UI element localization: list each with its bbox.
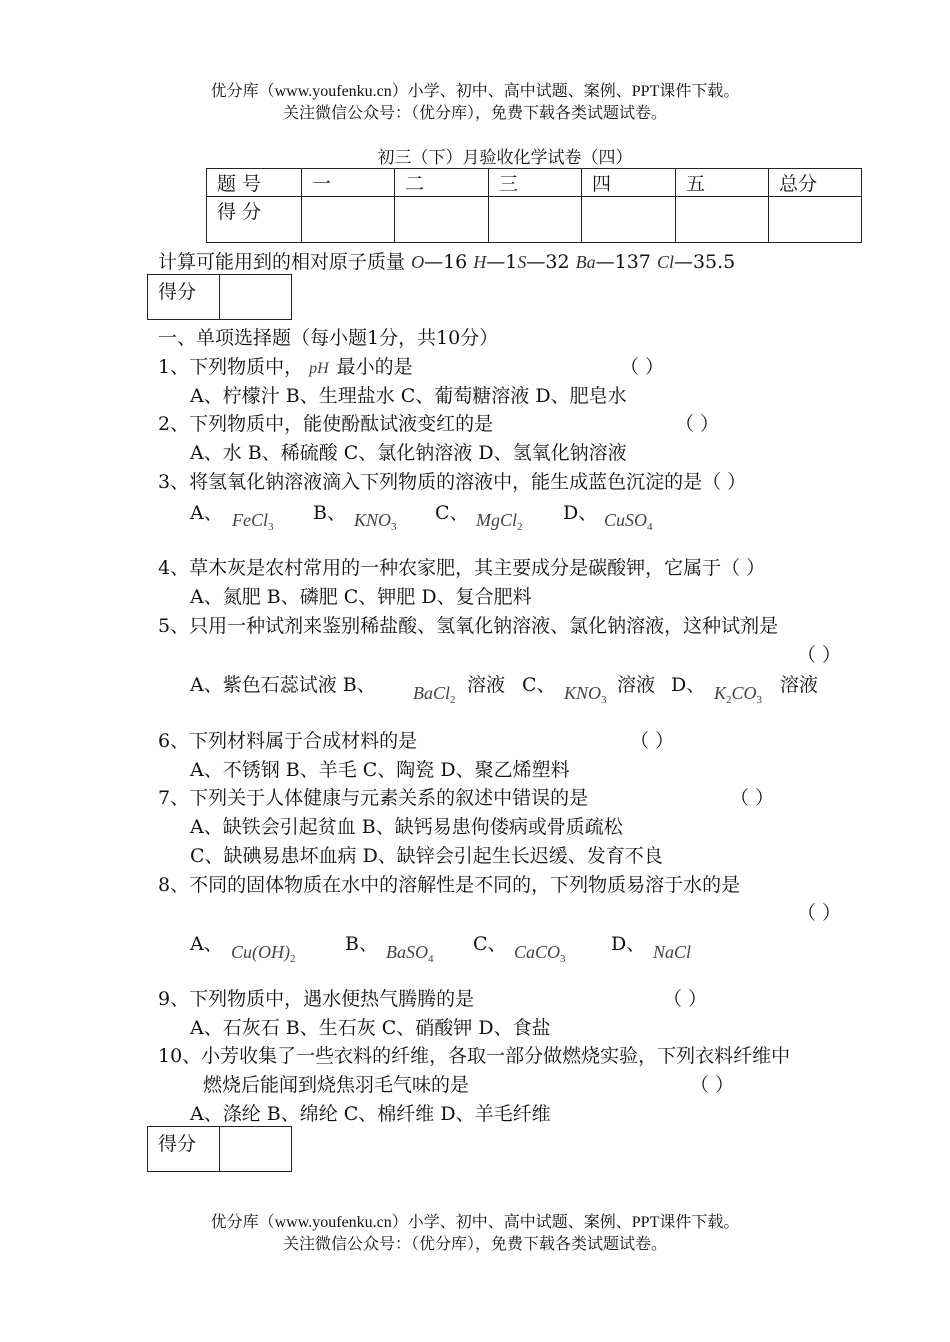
question-6-options: A、不锈钢 B、羊毛 C、陶瓷 D、聚乙烯塑料 [190, 759, 570, 781]
question-6: 6、下列材料属于合成材料的是 [158, 730, 418, 752]
score-cell[interactable] [395, 197, 489, 243]
formula-baso4: BaSO$_4$ [386, 942, 434, 965]
defen-label: 得分 [148, 1127, 220, 1172]
atomic-mass-prefix: 计算可能用到的相对原子质量 [158, 251, 406, 273]
formula-caco3: CaCO$_3$ [514, 942, 566, 965]
question-9-options: A、石灰石 B、生石灰 C、硝酸钾 D、食盐 [190, 1017, 551, 1039]
answer-paren[interactable]: （ ） [690, 1074, 735, 1096]
question-7-options-2: C、缺碘易患坏血病 D、缺锌会引起生长迟缓、发育不良 [190, 845, 663, 867]
question-10-line-2: 燃烧后能闻到烧焦羽毛气味的是 [203, 1074, 470, 1096]
watermark-line-2: 关注微信公众号：（优分库），免费下载各类试题试卷。 [282, 105, 667, 122]
option-label: C、 [435, 502, 469, 524]
option-label: A、 [190, 502, 223, 524]
answer-paren[interactable]: （ ） [797, 902, 842, 924]
question-10: 10、小芳收集了一些衣料的纤维，各取一部分做燃烧实验，下列衣料纤维中 [158, 1045, 791, 1067]
formula-nacl: NaCl [653, 942, 692, 962]
score-table-header-cell: 二 [395, 169, 489, 197]
option-label: B、 [345, 933, 378, 955]
question-3: 3、将氢氧化钠溶液滴入下列物质的溶液中，能生成蓝色沉淀的是（ ） [158, 471, 747, 493]
score-table-header-cell: 四 [582, 169, 676, 197]
formula-bacl2: BaCl$_2$ [413, 683, 456, 706]
formula-fecl3: FeCl$_3$ [232, 510, 274, 533]
question-2-options: A、水 B、稀硫酸 C、氯化钠溶液 D、氢氧化钠溶液 [190, 442, 627, 464]
defen-label: 得分 [148, 275, 220, 320]
answer-paren[interactable]: （ ） [620, 356, 665, 378]
element-symbol: S [517, 252, 527, 272]
formula-ph: pH [309, 360, 329, 377]
option-label: B、 [313, 502, 346, 524]
question-stem: 1、下列物质中， [158, 356, 304, 378]
answer-paren[interactable]: （ ） [797, 644, 842, 666]
question-7: 7、下列关于人体健康与元素关系的叙述中错误的是 [158, 787, 589, 809]
question-2: 2、下列物质中，能使酚酞试液变红的是 [158, 413, 494, 435]
question-1 [158, 352, 413, 379]
question-8: 8、不同的固体物质在水中的溶解性是不同的，下列物质易溶于水的是 [158, 874, 741, 896]
formula-mgcl2: MgCl$_2$ [476, 510, 523, 533]
score-table-header-cell: 五 [676, 169, 769, 197]
question-5: 5、只用一种试剂来鉴别稀盐酸、氢氧化钠溶液、氯化钠溶液，这种试剂是 [158, 615, 779, 637]
formula-kno3: $KNO_3$ [354, 510, 397, 533]
element-mass: —1 [486, 251, 518, 273]
score-cell[interactable] [302, 197, 395, 243]
section-1-title: 一、单项选择题（每小题1分，共10分） [158, 327, 499, 349]
solution-word: 溶液 [467, 674, 506, 696]
score-table [206, 168, 862, 243]
score-table-header-cell: 三 [489, 169, 582, 197]
option-label: D、 [563, 502, 598, 524]
defen-score-cell[interactable] [220, 1127, 292, 1172]
option-label: D、 [611, 933, 646, 955]
element-mass: —137 [595, 251, 651, 273]
formula-cuoh2: $Cu(OH)_2$ [231, 942, 296, 965]
score-cell[interactable] [489, 197, 582, 243]
answer-paren[interactable]: （ ） [663, 988, 708, 1010]
formula-kno3: $KNO_3$ [564, 683, 607, 706]
score-cell[interactable] [769, 197, 862, 243]
score-table-header-cell: 总分 [769, 169, 862, 197]
formula-cuso4: CuSO$_4$ [604, 510, 653, 533]
question-1-options: A、柠檬汁 B、生理盐水 C、葡萄糖溶液 D、肥皂水 [190, 385, 627, 407]
score-cell[interactable] [676, 197, 769, 243]
solution-word: 溶液 [617, 674, 656, 696]
answer-paren[interactable]: （ ） [675, 413, 720, 435]
watermark-line-1: 优分库（www.youfenku.cn）小学、初中、高中试题、案例、PPT课件下载。 [210, 83, 740, 100]
defen-box [147, 274, 292, 320]
score-cell[interactable] [582, 197, 676, 243]
atomic-mass-line [158, 247, 735, 274]
defen-score-cell[interactable] [220, 275, 292, 320]
score-table-header-cell: 题 号 [207, 169, 302, 197]
question-4-options: A、氮肥 B、磷肥 C、钾肥 D、复合肥料 [190, 586, 532, 608]
element-mass: —32 [526, 251, 570, 273]
solution-word: 溶液 [780, 674, 819, 696]
answer-paren[interactable]: （ ） [730, 787, 775, 809]
element-symbol: H [473, 252, 487, 272]
element-symbol: Cl [656, 252, 674, 272]
exam-title: 初三（下）月验收化学试卷（四） [377, 148, 633, 168]
question-stem: 最小的是 [336, 356, 413, 378]
option-label: D、 [671, 674, 706, 696]
element-symbol: Ba [575, 252, 596, 272]
question-4: 4、草木灰是农村常用的一种农家肥，其主要成分是碳酸钾，它属于（ ） [158, 557, 766, 579]
option-label: C、 [473, 933, 507, 955]
question-10-options: A、涤纶 B、绵纶 C、棉纤维 D、羊毛纤维 [190, 1103, 551, 1125]
element-mass: —35.5 [673, 251, 736, 273]
score-table-row-label: 得 分 [207, 197, 302, 243]
option-label: C、 [522, 674, 556, 696]
option-label: A、 [190, 933, 223, 955]
element-symbol: O [411, 252, 425, 272]
option-label: A、紫色石蕊试液 B、 [190, 674, 376, 696]
watermark-line-1: 优分库（www.youfenku.cn）小学、初中、高中试题、案例、PPT课件下载。 [210, 1214, 740, 1231]
score-table-header-cell: 一 [302, 169, 395, 197]
watermark-line-2: 关注微信公众号：（优分库），免费下载各类试题试卷。 [282, 1236, 667, 1253]
formula-k2co3: $K_2CO_3$ [714, 683, 763, 706]
answer-paren[interactable]: （ ） [630, 730, 675, 752]
question-7-options-1: A、缺铁会引起贫血 B、缺钙易患佝偻病或骨质疏松 [190, 816, 623, 838]
defen-box [147, 1126, 292, 1172]
question-9: 9、下列物质中，遇水便热气腾腾的是 [158, 988, 475, 1010]
element-mass: —16 [424, 251, 468, 273]
